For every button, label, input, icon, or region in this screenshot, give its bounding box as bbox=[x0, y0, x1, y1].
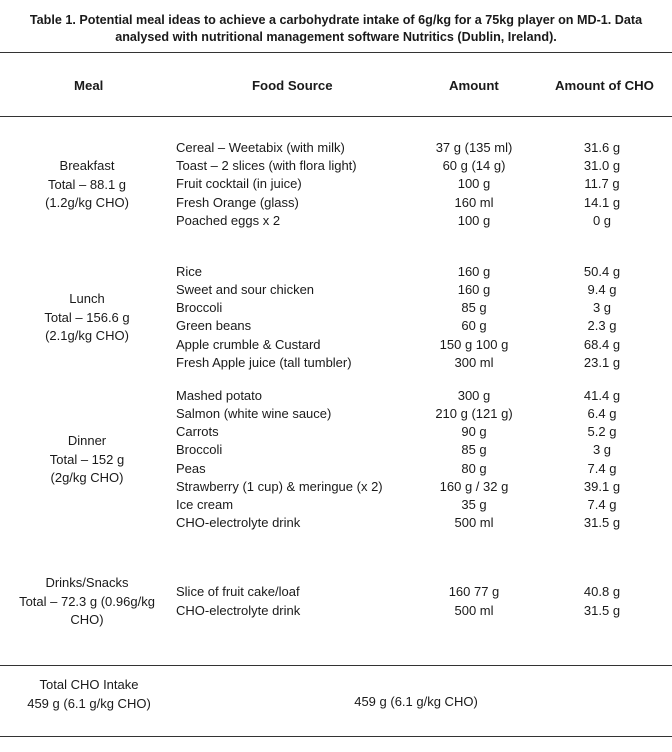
cho-value: 6.4 g bbox=[587, 406, 617, 421]
header-food-source: Food Source bbox=[252, 78, 333, 93]
amount-value: 210 g (121 g) bbox=[435, 406, 513, 421]
meal-cho-per-kg: (1.2g/kg CHO) bbox=[45, 195, 129, 210]
cho-value: 7.4 g bbox=[587, 461, 617, 476]
cho-value: 0 g bbox=[592, 213, 612, 228]
food-item: Apple crumble & Custard bbox=[176, 337, 321, 352]
meal-cho-per-kg: (2g/kg CHO) bbox=[50, 470, 124, 485]
cho-value: 3 g bbox=[592, 300, 612, 315]
meal-cho-per-kg: CHO) bbox=[70, 612, 104, 627]
header-meal: Meal bbox=[74, 78, 104, 93]
header-rule bbox=[0, 116, 672, 117]
meal-name: Lunch bbox=[69, 291, 105, 306]
cho-value: 3 g bbox=[592, 442, 612, 457]
food-item: Sweet and sour chicken bbox=[176, 282, 315, 297]
food-item: Rice bbox=[176, 264, 203, 279]
meal-name: Dinner bbox=[67, 433, 107, 448]
amount-value: 160 g bbox=[457, 264, 491, 279]
amount-value: 35 g bbox=[461, 497, 487, 512]
food-item: Broccoli bbox=[176, 442, 223, 457]
food-item: Poached eggs x 2 bbox=[176, 213, 281, 228]
food-item: CHO-electrolyte drink bbox=[176, 515, 301, 530]
cho-value: 40.8 g bbox=[583, 584, 621, 599]
cho-value: 39.1 g bbox=[583, 479, 621, 494]
amount-value: 160 77 g bbox=[448, 584, 500, 599]
amount-value: 100 g bbox=[457, 176, 491, 191]
cho-value: 41.4 g bbox=[583, 388, 621, 403]
cho-value: 31.0 g bbox=[583, 158, 621, 173]
amount-value: 300 ml bbox=[454, 355, 494, 370]
cho-value: 68.4 g bbox=[583, 337, 621, 352]
food-item: Fresh Apple juice (tall tumbler) bbox=[176, 355, 352, 370]
food-item: Cereal – Weetabix (with milk) bbox=[176, 140, 345, 155]
food-item: Peas bbox=[176, 461, 206, 476]
amount-value: 37 g (135 ml) bbox=[435, 140, 513, 155]
table-caption: Table 1. Potential meal ideas to achieve a carbohydrate intake of 6g/kg for a 75kg player on MD-1. Data analysed with nutritional management software Nutritics (Dublin, Ireland). bbox=[29, 13, 643, 44]
food-item: Green beans bbox=[176, 318, 252, 333]
food-item: CHO-electrolyte drink bbox=[176, 603, 301, 618]
cho-value: 31.5 g bbox=[583, 515, 621, 530]
food-item: Carrots bbox=[176, 424, 219, 439]
food-item: Toast – 2 slices (with flora light) bbox=[176, 158, 357, 173]
amount-value: 60 g (14 g) bbox=[442, 158, 506, 173]
amount-value: 85 g bbox=[461, 442, 487, 457]
amount-value: 160 ml bbox=[454, 195, 494, 210]
meal-label-drinks-snacks bbox=[0, 574, 174, 630]
top-rule bbox=[0, 52, 672, 53]
cho-value: 50.4 g bbox=[583, 264, 621, 279]
food-item: Salmon (white wine sauce) bbox=[176, 406, 332, 421]
meal-label-breakfast bbox=[0, 157, 174, 213]
meal-total: Total – 156.6 g bbox=[44, 309, 130, 325]
cho-value: 2.3 g bbox=[587, 318, 617, 333]
meal-cho-per-kg: (2.1g/kg CHO) bbox=[45, 328, 129, 343]
cho-value: 14.1 g bbox=[583, 195, 621, 210]
food-item: Broccoli bbox=[176, 300, 223, 315]
cho-value: 11.7 g bbox=[584, 176, 620, 191]
cho-value: 9.4 g bbox=[587, 282, 617, 297]
food-item: Fruit cocktail (in juice) bbox=[176, 176, 302, 191]
food-item: Ice cream bbox=[176, 497, 234, 512]
cho-value: 5.2 g bbox=[587, 424, 617, 439]
amount-value: 500 ml bbox=[454, 515, 494, 530]
total-label bbox=[0, 676, 178, 713]
amount-value: 300 g bbox=[457, 388, 491, 403]
amount-value: 80 g bbox=[461, 461, 487, 476]
food-item: Fresh Orange (glass) bbox=[176, 195, 299, 210]
cho-value: 31.5 g bbox=[583, 603, 621, 618]
meal-name: Breakfast bbox=[59, 158, 115, 173]
total-subvalue: 459 g (6.1 g/kg CHO) bbox=[27, 695, 151, 711]
cho-value: 31.6 g bbox=[583, 140, 621, 155]
meal-label-dinner bbox=[0, 432, 174, 488]
cho-value: 23.1 g bbox=[583, 355, 621, 370]
header-amount-of-cho: Amount of CHO bbox=[555, 78, 654, 93]
meal-total: Total – 152 g bbox=[49, 451, 125, 467]
amount-value: 500 ml bbox=[454, 603, 494, 618]
amount-value: 100 g bbox=[457, 213, 491, 228]
food-item: Strawberry (1 cup) & meringue (x 2) bbox=[176, 479, 383, 494]
amount-value: 150 g 100 g bbox=[439, 337, 509, 352]
food-item: Slice of fruit cake/loaf bbox=[176, 584, 300, 599]
meal-total: Total – 88.1 g bbox=[47, 176, 127, 192]
cho-value: 7.4 g bbox=[587, 497, 617, 512]
amount-value: 60 g bbox=[461, 318, 487, 333]
meal-label-lunch bbox=[0, 290, 174, 346]
bottom-rule bbox=[0, 736, 672, 737]
total-rule bbox=[0, 665, 672, 666]
amount-value: 85 g bbox=[461, 300, 487, 315]
total-value: 459 g (6.1 g/kg CHO) bbox=[354, 694, 478, 709]
meal-name: Drinks/Snacks bbox=[45, 575, 129, 590]
meal-total: Total – 72.3 g (0.96g/kg bbox=[19, 593, 155, 609]
amount-value: 90 g bbox=[461, 424, 487, 439]
total-title: Total CHO Intake bbox=[39, 677, 139, 692]
header-amount: Amount bbox=[449, 78, 499, 93]
amount-value: 160 g bbox=[457, 282, 491, 297]
amount-value: 160 g / 32 g bbox=[439, 479, 509, 494]
food-item: Mashed potato bbox=[176, 388, 263, 403]
